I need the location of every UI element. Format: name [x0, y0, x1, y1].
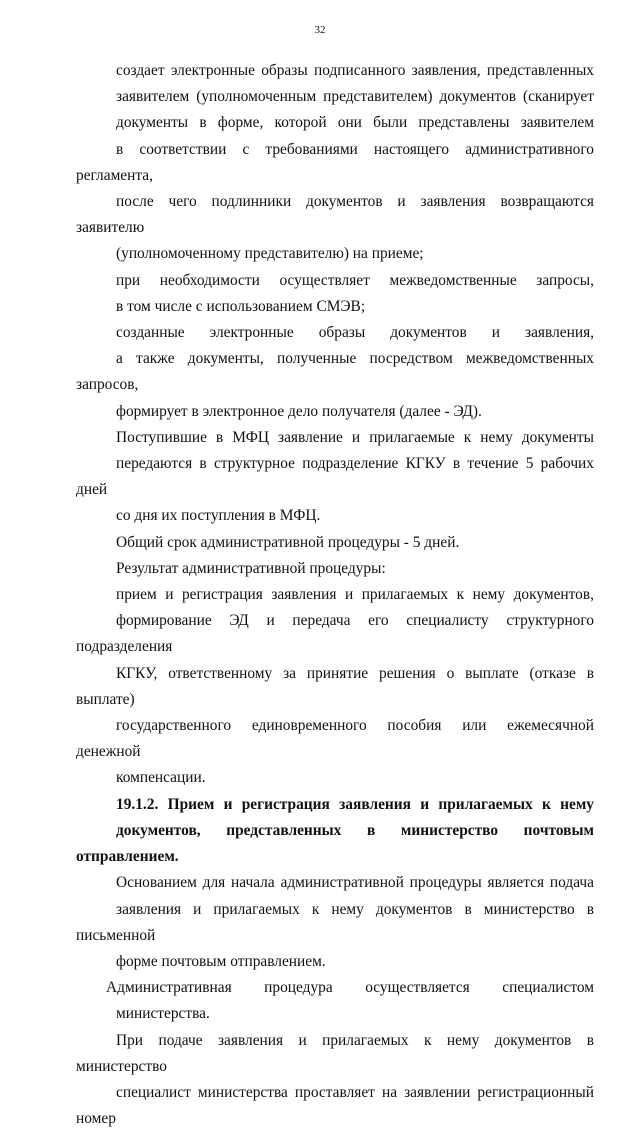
text-line: передаются в структурное подразделение КГКУ в течение 5 рабочих дней: [76, 455, 594, 499]
text-line: после чего подлинники документов и заявления возвращаются заявителю: [76, 193, 594, 237]
text-line: документов, представленных в министерство почтовым отправлением.: [76, 821, 594, 866]
text-line: в том числе с использованием СМЭВ;: [116, 297, 366, 315]
text-line: а также документы, полученные посредством межведомственных запросов,: [76, 350, 594, 394]
text-line: в соответствии с требованиями настоящего административного регламента,: [76, 140, 594, 184]
text-line: заявления и прилагаемых к нему документов в министерство в письменной: [76, 900, 594, 944]
text-line: прием и регистрация заявления и прилагаемых к нему документов,: [116, 586, 594, 604]
paragraph-scanning: [76, 58, 594, 268]
section-heading-19-1-2: [76, 792, 594, 871]
text-line: Общий срок административной процедуры - 5 дней.: [116, 533, 460, 551]
paragraph-result: [76, 582, 594, 792]
document-body: [76, 58, 594, 1132]
text-line: формирование ЭД и передача его специалисту структурного подразделения: [76, 612, 594, 656]
paragraph-registration: [76, 1028, 594, 1132]
paragraph-electronic-file: [76, 320, 594, 425]
paragraph-requests: [76, 268, 594, 320]
text-line: форме почтовым отправлением.: [116, 952, 326, 970]
paragraph-term: [76, 530, 594, 556]
paragraph-mfc-transfer: [76, 425, 594, 530]
text-line: КГКУ, ответственному за принятие решения о выплате (отказе в выплате): [76, 664, 594, 708]
text-line: заявителем (уполномоченным представителем) документов (сканирует: [116, 88, 594, 106]
text-line: компенсации.: [116, 769, 206, 787]
text-line: государственного единовременного пособия или ежемесячной денежной: [76, 717, 594, 761]
text-line: Административная процедура осуществляется специалистом: [106, 979, 594, 997]
text-line: документы в форме, которой они были представлены заявителем: [116, 114, 594, 132]
text-line: министерства.: [116, 1005, 210, 1023]
text-line: при необходимости осуществляет межведомственные запросы,: [116, 271, 594, 289]
page-number: 32: [314, 24, 326, 36]
text-line: (уполномоченному представителю) на приеме;: [116, 245, 424, 263]
text-line: 19.1.2. Прием и регистрация заявления и прилагаемых к нему: [116, 795, 594, 813]
text-line: Основанием для начала административной процедуры является подача: [116, 874, 594, 892]
text-line: Результат административной процедуры:: [116, 559, 386, 577]
paragraph-grounds: [76, 870, 594, 975]
text-line: Поступившие в МФЦ заявление и прилагаемые к нему документы: [116, 428, 594, 446]
text-line: создает электронные образы подписанного заявления, представленных: [116, 62, 594, 79]
text-line: созданные электронные образы документов и заявления,: [116, 324, 594, 342]
paragraph-result-heading: [76, 556, 594, 582]
text-line: формирует в электронное дело получателя (далее - ЭД).: [116, 402, 482, 420]
paragraph-procedure-performer: [76, 975, 594, 1027]
text-line: специалист министерства проставляет на заявлении регистрационный номер: [76, 1083, 594, 1128]
text-line: При подаче заявления и прилагаемых к нему документов в министерство: [76, 1031, 594, 1075]
text-line: со дня их поступления в МФЦ.: [116, 507, 321, 525]
